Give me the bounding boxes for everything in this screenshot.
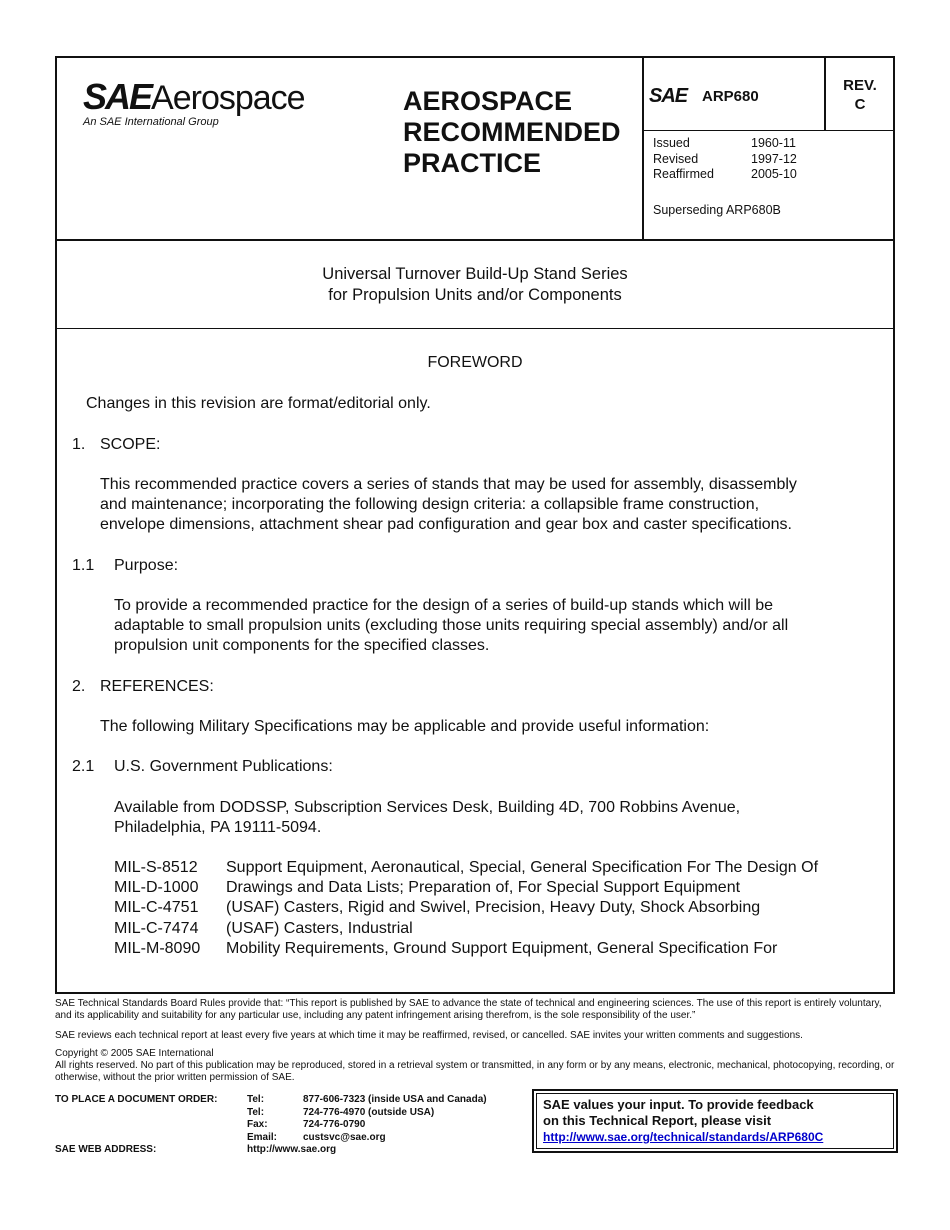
purpose-line3: propulsion unit components for the specified classes. [114,637,490,654]
header-divider [57,239,893,241]
revised-date: 1997-12 [751,151,797,166]
foreword-text: Changes in this revision are format/editorial only. [86,395,431,412]
footer-rules: SAE Technical Standards Board Rules provide that: “This report is published by SAE to advance the state of technical and engineering sciences. The use of this report is entirely voluntary, and its applicability and suitability for any particular use, including any patent infringement arising therefrom, is the sole responsibility of the user.” [55,998,882,1021]
scope-line2: and maintenance; incorporating the following design criteria: a collapsible frame construction, [100,496,760,513]
doc-type-line3: PRACTICE [403,148,542,178]
issued-date: 1960-11 [751,136,796,150]
email-value[interactable]: custsvc@sae.org [303,1131,386,1143]
section-2-number: 2. [72,678,86,695]
document-number: ARP680 [702,88,759,105]
foreword-heading: FOREWORD [427,354,523,371]
fax-value: 724-776-0790 [303,1119,366,1130]
tel-value: 877-606-7323 (inside USA and Canada) [303,1094,487,1105]
spec-code: MIL-C-4751 [114,899,199,916]
spec-description: (USAF) Casters, Industrial [226,920,413,937]
tel2-value: 724-776-4970 (outside USA) [303,1106,435,1118]
superseding: Superseding ARP680B [653,203,781,217]
spec-description: Mobility Requirements, Ground Support Equipment, General Specification For [226,940,778,957]
feedback-box [532,1089,898,1153]
feedback-inner [536,1093,894,1149]
web-label: SAE WEB ADDRESS: [55,1144,157,1155]
rev-value: C [854,96,866,113]
doc-type-line1: AEROSPACE [403,86,573,116]
logo-sae-wordmark: SAE [83,76,152,117]
title-divider [57,328,893,329]
spec-code: MIL-M-8090 [114,940,201,957]
section-1-1-title: Purpose: [114,557,179,574]
document-history [653,136,797,183]
doc-type-line2: RECOMMENDED [403,117,621,147]
document-title [57,264,893,306]
spec-code: MIL-D-1000 [114,879,199,896]
spec-code: MIL-S-8512 [114,859,198,876]
section-1-1-number: 1.1 [72,557,95,574]
section-1-title: SCOPE: [100,436,161,453]
feedback-line2: on this Technical Report, please visit [543,1113,772,1128]
sae-aerospace-logo [83,76,305,128]
contact-labels [247,1094,277,1144]
footer-review: SAE reviews each technical report at least every five years at which time it may be reaffirmed, revised, or cancelled. SAE invites your written comments and suggestions. [55,1030,803,1041]
tel2-label: Tel: [247,1106,265,1118]
dodssp-line2: Philadelphia, PA 19111-5094. [114,819,322,836]
revised-label: Revised [653,151,699,166]
spec-code: MIL-C-7474 [114,920,199,937]
spec-description: (USAF) Casters, Rigid and Swivel, Precision, Heavy Duty, Shock Absorbing [226,899,761,916]
section-2-1-number: 2.1 [72,758,95,775]
order-label: TO PLACE A DOCUMENT ORDER: [55,1094,218,1105]
spec-description: Support Equipment, Aeronautical, Special, General Specification For The Design Of [226,859,819,876]
logo-subtitle: An SAE International Group [83,116,219,128]
reaffirmed-date: 2005-10 [751,167,797,181]
tel-label: Tel: [247,1094,265,1105]
dodssp-line1: Available from DODSSP, Subscription Services Desk, Building 4D, 700 Robbins Avenue, [114,799,741,816]
docnum-divider [643,130,893,131]
fax-label: Fax: [247,1119,268,1130]
document-frame [55,56,895,994]
issued-label: Issued [653,136,690,150]
scope-line1: This recommended practice covers a series of stands that may be used for assembly, disassembly [100,476,797,493]
web-address[interactable]: http://www.sae.org [247,1144,337,1155]
purpose-line1: To provide a recommended practice for the design of a series of build-up stands which will be [114,597,774,614]
feedback-line1: SAE values your input. To provide feedback [543,1097,814,1112]
footer-rights: All rights reserved. No part of this publication may be reproduced, stored in a retrieval system or transmitted, in any form or by any means, electronic, mechanical, photocopying, recording, or otherwise, without the prior written permission of SAE. [55,1060,895,1083]
rev-divider-vertical [824,58,826,130]
section-1-number: 1. [72,436,86,453]
section-2-title: REFERENCES: [100,678,214,695]
spec-description: Drawings and Data Lists; Preparation of, For Special Support Equipment [226,879,741,896]
references-intro: The following Military Specifications may be applicable and provide useful information: [100,718,710,735]
scope-line3: envelope dimensions, attachment shear pad configuration and gear box and caster specifications. [100,516,792,533]
rev-label: REV. [843,77,877,94]
purpose-line2: adaptable to small propulsion units (excluding those units requiring special assembly) and/or all [114,617,789,634]
contact-values [303,1094,487,1144]
title-line2: for Propulsion Units and/or Components [328,286,622,304]
sae-small-logo: SAE [649,85,688,107]
title-line1: Universal Turnover Build-Up Stand Series [322,265,628,283]
email-label: Email: [247,1131,278,1143]
revision-box [829,76,891,114]
document-type [403,86,621,179]
section-2-1-title: U.S. Government Publications: [114,758,333,775]
reaffirmed-label: Reaffirmed [653,167,714,181]
feedback-link[interactable]: http://www.sae.org/technical/standards/ARP680C [543,1130,824,1144]
logo-aerospace-wordmark: Aerospace [151,79,305,117]
footer-copyright: Copyright © 2005 SAE International [55,1048,214,1059]
header-divider-vertical [642,58,644,241]
